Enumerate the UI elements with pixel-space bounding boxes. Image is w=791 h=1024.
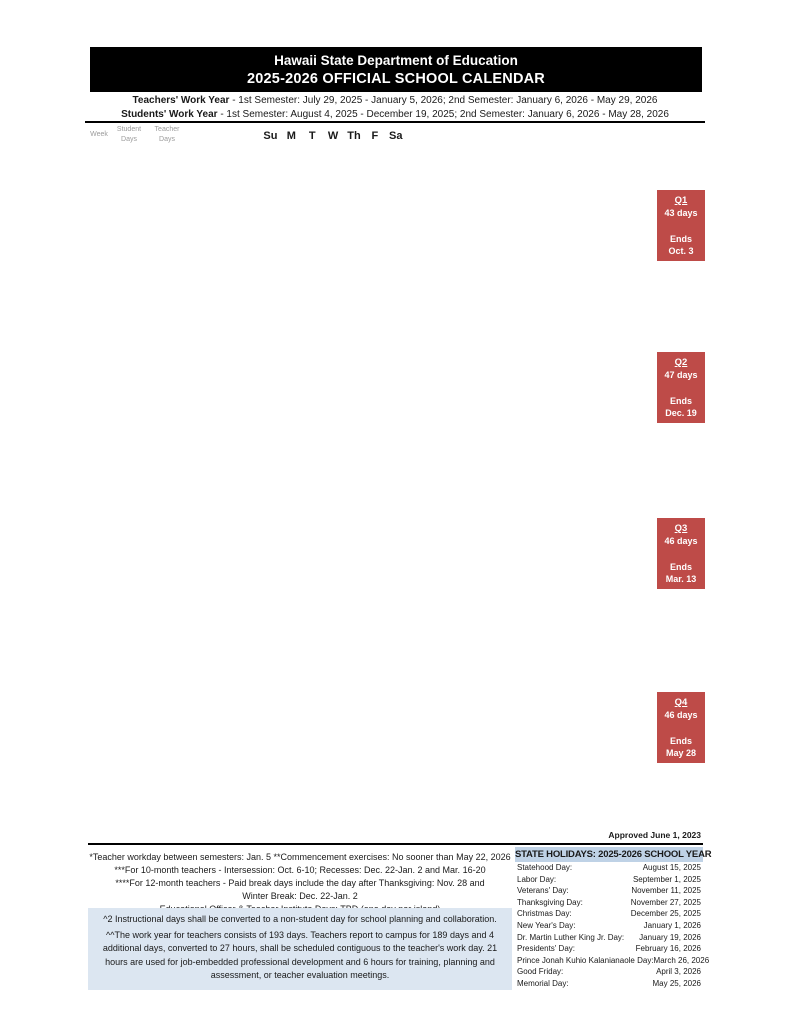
calendar-grid xyxy=(88,125,703,146)
calendar-column-headers xyxy=(88,125,703,146)
quarter-label: Q4 xyxy=(674,697,688,708)
quarter-label: Q3 xyxy=(674,523,688,534)
holiday-row xyxy=(515,874,703,886)
day-of-week-header: Su xyxy=(263,130,278,142)
holiday-date: February 16, 2026 xyxy=(635,944,701,954)
holiday-name: Dr. Martin Luther King Jr. Day: xyxy=(517,932,625,942)
footnote-line: Winter Break: Dec. 22-Jan. 2 xyxy=(242,891,358,901)
department-title: Hawaii State Department of Education xyxy=(274,53,518,68)
header-divider xyxy=(85,121,705,123)
state-holidays-title: STATE HOLIDAYS: 2025-2026 SCHOOL YEAR xyxy=(515,849,712,860)
quarter-box-q1 xyxy=(657,190,705,261)
quarter-end-date: May 28 xyxy=(665,748,697,758)
footnote-line: ****For 12-month teachers - Paid break days include the day after Thanksgiving: Nov. 28 and xyxy=(115,878,485,888)
holiday-date: April 3, 2026 xyxy=(656,967,701,977)
holiday-row xyxy=(515,885,703,897)
quarter-ends-label: Ends xyxy=(669,396,692,406)
day-of-week-header: Th xyxy=(347,130,361,142)
holiday-date: December 25, 2025 xyxy=(630,909,701,919)
students-work-year-label: Students' Work Year xyxy=(121,109,218,120)
instructional-days-note xyxy=(88,908,512,990)
quarter-days: 47 days xyxy=(664,370,698,380)
holiday-date: January 19, 2026 xyxy=(639,932,701,942)
holiday-name: Prince Jonah Kuhio Kalanianaole Day: xyxy=(517,955,654,965)
blue-note-paragraph: ^2 Instructional days shall be converted to a non-student day for school planning and collaboration. xyxy=(103,914,497,924)
footnote-line: ***For 10-month teachers - Intersession: Oct. 6-10; Recesses: Dec. 22-Jan. 2 and Mar. 16-20 xyxy=(114,865,486,875)
students-work-year-line xyxy=(85,108,705,122)
quarter-end-date: Mar. 13 xyxy=(665,574,697,584)
holiday-date: November 11, 2025 xyxy=(631,886,701,896)
calendar-bottom-divider xyxy=(88,843,703,845)
holiday-name: Christmas Day: xyxy=(517,909,572,919)
teachers-work-year-line xyxy=(85,94,705,108)
quarter-label: Q2 xyxy=(674,357,688,368)
day-of-week-header: M xyxy=(286,130,296,142)
approved-date: Approved June 1, 2023 xyxy=(608,830,701,840)
quarter-end-date: Oct. 3 xyxy=(668,246,694,256)
holiday-name: Thanksgiving Day: xyxy=(517,897,583,907)
holiday-row xyxy=(515,932,703,944)
holiday-row xyxy=(515,908,703,920)
holiday-name: Labor Day: xyxy=(517,874,557,884)
day-of-week-header: T xyxy=(308,130,316,142)
day-of-week-header: W xyxy=(327,130,339,142)
holiday-name: Presidents' Day: xyxy=(517,944,575,954)
holiday-date: November 27, 2025 xyxy=(630,897,701,907)
holiday-name: Good Friday: xyxy=(517,967,564,977)
footnote-line: *Teacher workday between semesters: Jan. 5 **Commencement exercises: No sooner than May 22, 2026 xyxy=(89,852,511,862)
quarter-days: 46 days xyxy=(664,536,698,546)
holiday-row xyxy=(515,978,703,990)
holiday-row xyxy=(515,897,703,909)
quarter-box-q4 xyxy=(657,692,705,763)
holiday-name: Memorial Day: xyxy=(517,978,569,988)
state-holidays-table xyxy=(515,847,712,990)
day-of-week-header: Sa xyxy=(389,130,403,142)
teacher-days-column-header: Teacher Days xyxy=(154,126,180,143)
quarter-ends-label: Ends xyxy=(669,234,692,244)
holiday-row xyxy=(515,862,703,874)
state-holidays-rows xyxy=(515,862,710,990)
students-work-year-text: - 1st Semester: August 4, 2025 - December 19, 2025; 2nd Semester: January 6, 2026 - May 28, 2026 xyxy=(217,109,669,120)
holiday-date: January 1, 2026 xyxy=(643,920,701,930)
holiday-row xyxy=(515,943,703,955)
teachers-work-year-label: Teachers' Work Year xyxy=(132,95,230,106)
holiday-row xyxy=(515,955,710,967)
quarter-end-date: Dec. 19 xyxy=(665,408,697,418)
quarter-box-q3 xyxy=(657,518,705,589)
work-year-summary xyxy=(85,94,705,122)
teachers-work-year-text: - 1st Semester: July 29, 2025 - January 5, 2026; 2nd Semester: January 6, 2026 - May 29, 2026 xyxy=(229,95,658,106)
quarter-ends-label: Ends xyxy=(669,562,692,572)
calendar-title-banner xyxy=(90,47,702,92)
holiday-row xyxy=(515,966,703,978)
week-column-header: Week xyxy=(90,131,108,138)
blue-note-paragraph: ^^The work year for teachers consists of 193 days. Teachers report to campus for 189 days and 4 additional days, converted to 27 hours, shall be scheduled contiguous to the teacher's work day. 21 hours are used for job-embedded professional development and 6 hours for training, planning and assessment, or teacher evaluation meetings. xyxy=(102,929,498,980)
holiday-name: Statehood Day: xyxy=(517,863,573,872)
quarter-label: Q1 xyxy=(674,195,688,206)
quarter-days: 43 days xyxy=(664,208,698,218)
holiday-date: September 1, 2025 xyxy=(632,874,701,884)
student-days-column-header: Student Days xyxy=(116,126,142,143)
footnotes xyxy=(88,851,512,916)
holiday-date: March 26, 2026 xyxy=(653,955,710,965)
quarter-box-q2 xyxy=(657,352,705,423)
quarter-ends-label: Ends xyxy=(669,736,692,746)
holiday-date: May 25, 2026 xyxy=(652,978,701,988)
quarter-days: 46 days xyxy=(664,710,698,720)
calendar-year-title: 2025-2026 OFFICIAL SCHOOL CALENDAR xyxy=(247,71,545,87)
holiday-row xyxy=(515,920,703,932)
holiday-date: August 15, 2025 xyxy=(642,863,701,872)
holiday-name: New Year's Day: xyxy=(517,920,576,930)
holiday-name: Veterans' Day: xyxy=(517,886,569,896)
day-of-week-header: F xyxy=(371,130,379,142)
